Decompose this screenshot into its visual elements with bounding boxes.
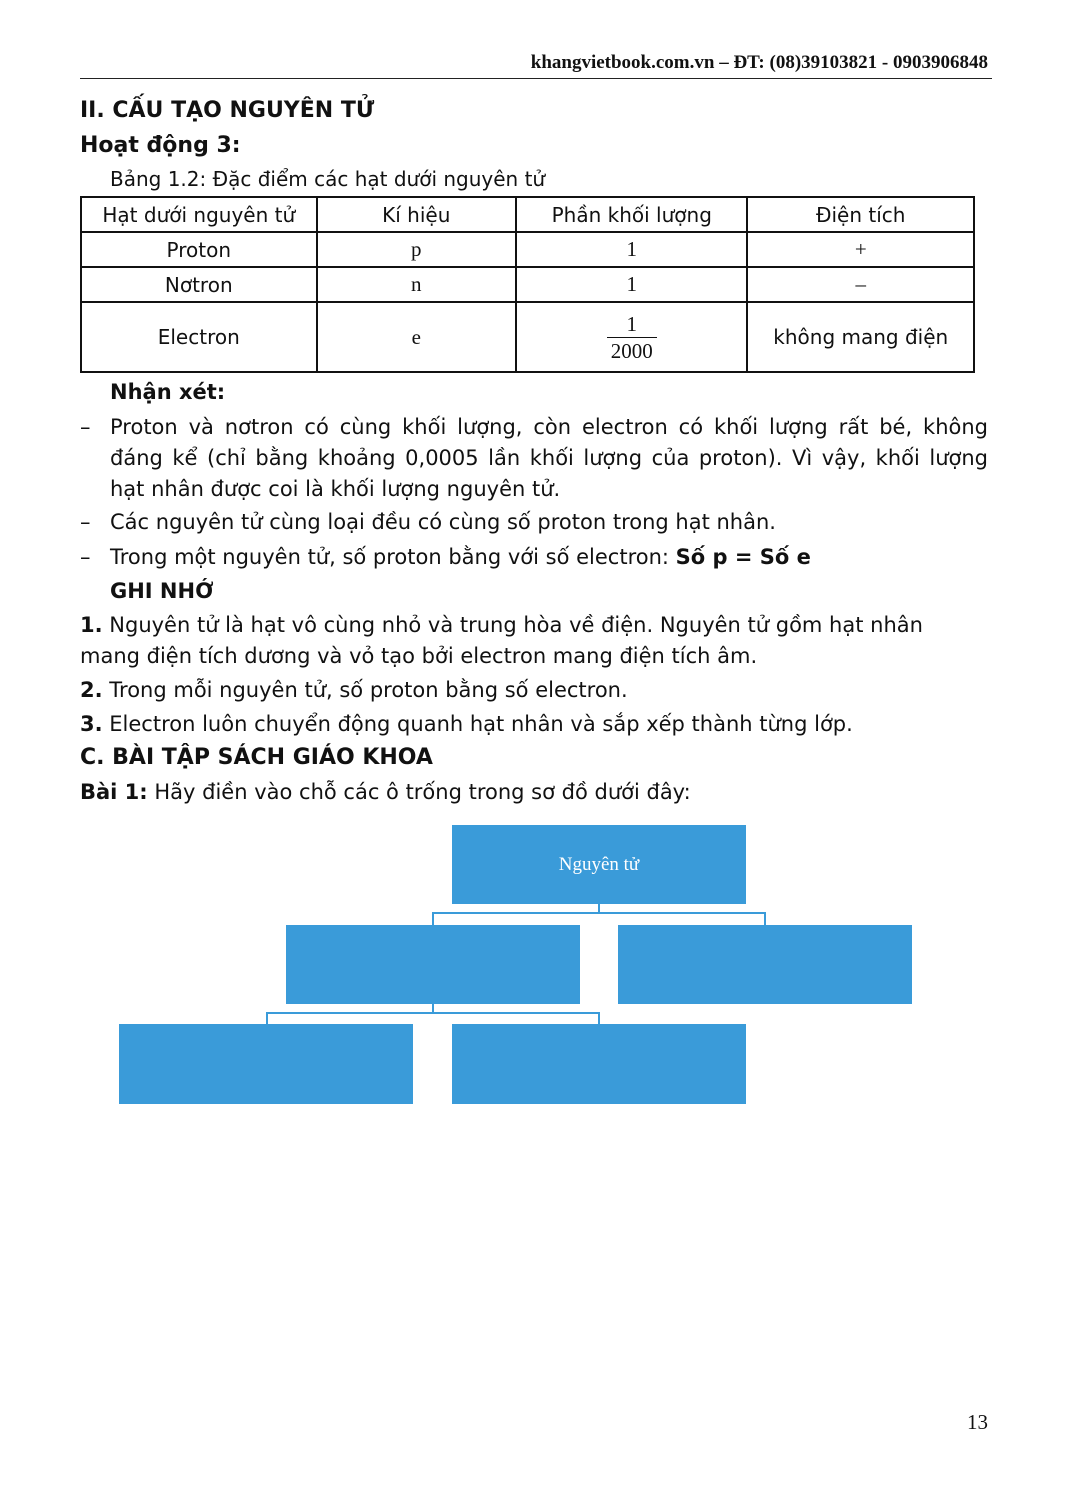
- particle-mass: 1: [516, 267, 747, 302]
- header-cell: Kí hiệu: [317, 197, 517, 232]
- particle-name: Proton: [81, 232, 317, 267]
- table-header-row: [81, 197, 974, 232]
- fraction: [607, 311, 657, 364]
- connector-line: [598, 1012, 600, 1024]
- exercise-section-title: C. BÀI TẬP SÁCH GIÁO KHOA: [80, 745, 433, 770]
- particle-mass: 1: [516, 232, 747, 267]
- connector-line: [432, 912, 766, 914]
- memo-number: 1.: [80, 613, 103, 637]
- remark-formula: Số p = Số e: [675, 545, 811, 569]
- header-cell: Hạt dưới nguyên tử: [81, 197, 317, 232]
- memo-title: GHI NHỚ: [110, 579, 214, 603]
- exercise-label: Bài 1:: [80, 780, 148, 804]
- particle-name: Nơtron: [81, 267, 317, 302]
- section-title: II. CẤU TẠO NGUYÊN TỬ: [80, 98, 375, 123]
- connector-line: [266, 1012, 600, 1014]
- memo-number: 3.: [80, 712, 103, 736]
- remark-text: Trong một nguyên tử, số proton bằng với số electron:: [110, 545, 676, 569]
- remark-item: [110, 542, 988, 573]
- diagram-blank-box[interactable]: [618, 925, 912, 1004]
- memo-text: Trong mỗi nguyên tử, số proton bằng số electron.: [109, 678, 628, 702]
- memo-item: [80, 709, 988, 740]
- particle-symbol: e: [317, 302, 517, 372]
- memo-text: Nguyên tử là hạt vô cùng nhỏ và trung hòa về điện. Nguyên tử gồm hạt nhân mang điện tích dương và vỏ tạo bởi electron mang điện tích âm.: [80, 613, 923, 668]
- particle-charge: không mang điện: [747, 302, 974, 372]
- particle-mass-fraction: [516, 302, 747, 372]
- diagram-blank-box[interactable]: [119, 1024, 413, 1104]
- remark-item: Các nguyên tử cùng loại đều có cùng số proton trong hạt nhân.: [110, 510, 776, 534]
- exercise-text: Hãy điền vào chỗ các ô trống trong sơ đồ dưới đây:: [147, 780, 691, 804]
- table-row: [81, 302, 974, 372]
- fraction-numerator: 1: [607, 311, 657, 338]
- page-header: khangvietbook.com.vn – ĐT: (08)39103821 - 0903906848: [530, 52, 988, 73]
- header-cell: Điện tích: [747, 197, 974, 232]
- bullet-dash: –: [80, 545, 91, 569]
- diagram-blank-box[interactable]: [286, 925, 580, 1004]
- activity-title: Hoạt động 3:: [80, 133, 241, 158]
- connector-line: [432, 912, 434, 925]
- exercise-prompt: [80, 777, 691, 807]
- particles-table: [80, 196, 975, 373]
- table-caption: Bảng 1.2: Đặc điểm các hạt dưới nguyên tử: [110, 167, 546, 191]
- page-number: 13: [967, 1410, 988, 1434]
- table-row: [81, 232, 974, 267]
- particle-charge: –: [747, 267, 974, 302]
- bullet-dash: –: [80, 510, 91, 534]
- memo-item: [80, 675, 988, 706]
- header-divider: [80, 78, 992, 79]
- connector-line: [764, 912, 766, 925]
- header-cell: Phần khối lượng: [516, 197, 747, 232]
- remarks-title: Nhận xét:: [110, 380, 226, 404]
- memo-item: [80, 610, 988, 672]
- diagram-root-box: [452, 825, 746, 904]
- particle-name: Electron: [81, 302, 317, 372]
- particle-symbol: n: [317, 267, 517, 302]
- particle-symbol: p: [317, 232, 517, 267]
- table-row: [81, 267, 974, 302]
- particle-charge: +: [747, 232, 974, 267]
- connector-line: [266, 1012, 268, 1024]
- bullet-dash: –: [80, 415, 91, 439]
- memo-text: Electron luôn chuyển động quanh hạt nhân và sắp xếp thành từng lớp.: [109, 712, 853, 736]
- diagram-blank-box[interactable]: [452, 1024, 746, 1104]
- remark-item: Proton và nơtron có cùng khối lượng, còn electron có khối lượng rất bé, không đáng kể (chỉ bằng khoảng 0,0005 lần khối lượng của proton). Vì vậy, khối lượng hạt nhân được coi là khối lượng nguyên tử.: [110, 415, 988, 501]
- memo-number: 2.: [80, 678, 103, 702]
- fraction-denominator: 2000: [610, 338, 653, 363]
- diagram-root-label: Nguyên tử: [558, 853, 640, 875]
